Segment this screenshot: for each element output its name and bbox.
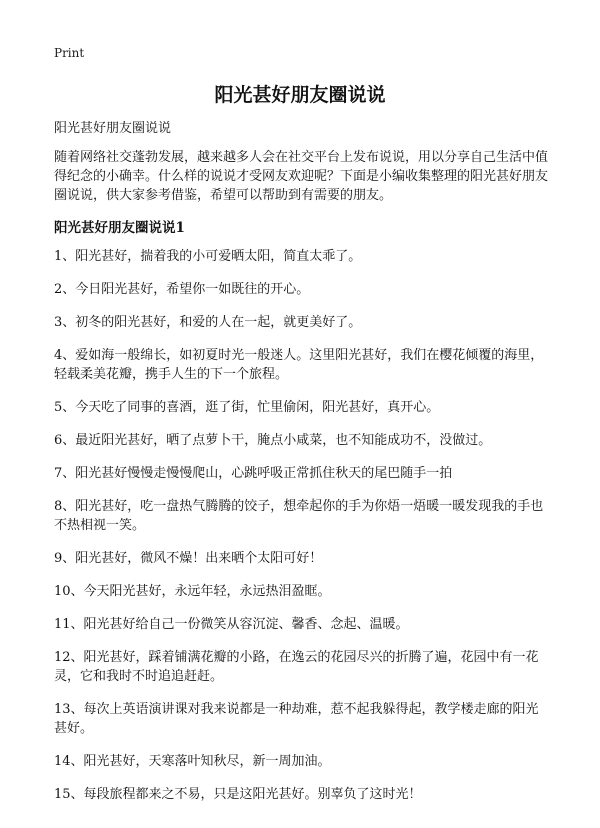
list-item: 5、今天吃了同事的喜酒，逛了街，忙里偷闲，阳光甚好，真开心。 [54,400,440,415]
list-item: 3、初冬的阳光甚好，和爱的人在一起，就更美好了。 [54,315,362,330]
list-item: 14、阳光甚好，天寒落叶知秋尽，新一周加油。 [54,754,331,769]
section-heading: 阳光甚好朋友圈说说1 [54,220,185,236]
list-item: 13、每次上英语演讲课对我来说都是一种劫难，惹不起我躲得起，教学楼走廊的阳光甚好。 [54,702,539,736]
list-item: 15、每段旅程都来之不易，只是这阳光甚好。别辜负了这时光！ [54,787,422,802]
document-subtitle: 阳光甚好朋友圈说说 [54,121,172,136]
list-item: 8、阳光甚好，吃一盘热气腾腾的饺子，想牵起你的手为你焐一焐暖一暖发现我的手也不热相视一笑。 [54,499,544,533]
list-item: 10、今天阳光甚好，永远年轻，永远热泪盈眶。 [54,584,331,599]
list-item: 6、最近阳光甚好，晒了点萝卜干，腌点小咸菜，也不知能成功不，没做过。 [54,433,492,448]
list-item: 4、爱如海一般绵长，如初夏时光一般迷人。这里阳光甚好，我们在樱花倾覆的海里，轻载柔美花瓣，携手人生的下一个旅程。 [54,348,544,382]
list-item: 1、阳光甚好，揣着我的小可爱晒太阳，简直太乖了。 [54,249,362,264]
list-item: 7、阳光甚好慢慢走慢慢爬山，心跳呼吸正常抓住秋天的尾巴随手一拍 [54,466,453,481]
list-item: 9、阳光甚好，微风不燥！出来晒个太阳可好！ [54,551,323,566]
quote-list [54,247,550,818]
list-item: 2、今日阳光甚好，希望你一如既往的开心。 [54,282,310,297]
intro-paragraph: 随着网络社交蓬勃发展，越来越多人会在社交平台上发布说说，用以分享自己生活中值得纪念的小确幸。什么样的说说才受网友欢迎呢？下面是小编收集整理的阳光甚好朋友圈说说，供大家参考借鉴，希望可以帮助到有需要的朋友。 [54,150,549,203]
list-item: 11、阳光甚好给自己一份微笑从容沉淀、馨香、念起、温暖。 [54,617,409,632]
print-link[interactable]: Print [54,46,85,60]
page-title: 阳光甚好朋友圈说说 [214,84,386,106]
list-item: 12、阳光甚好，踩着铺满花瓣的小路，在逸云的花园尽兴的折腾了遍，花园中有一花灵，它和我时不时追追赶赶。 [54,650,539,684]
